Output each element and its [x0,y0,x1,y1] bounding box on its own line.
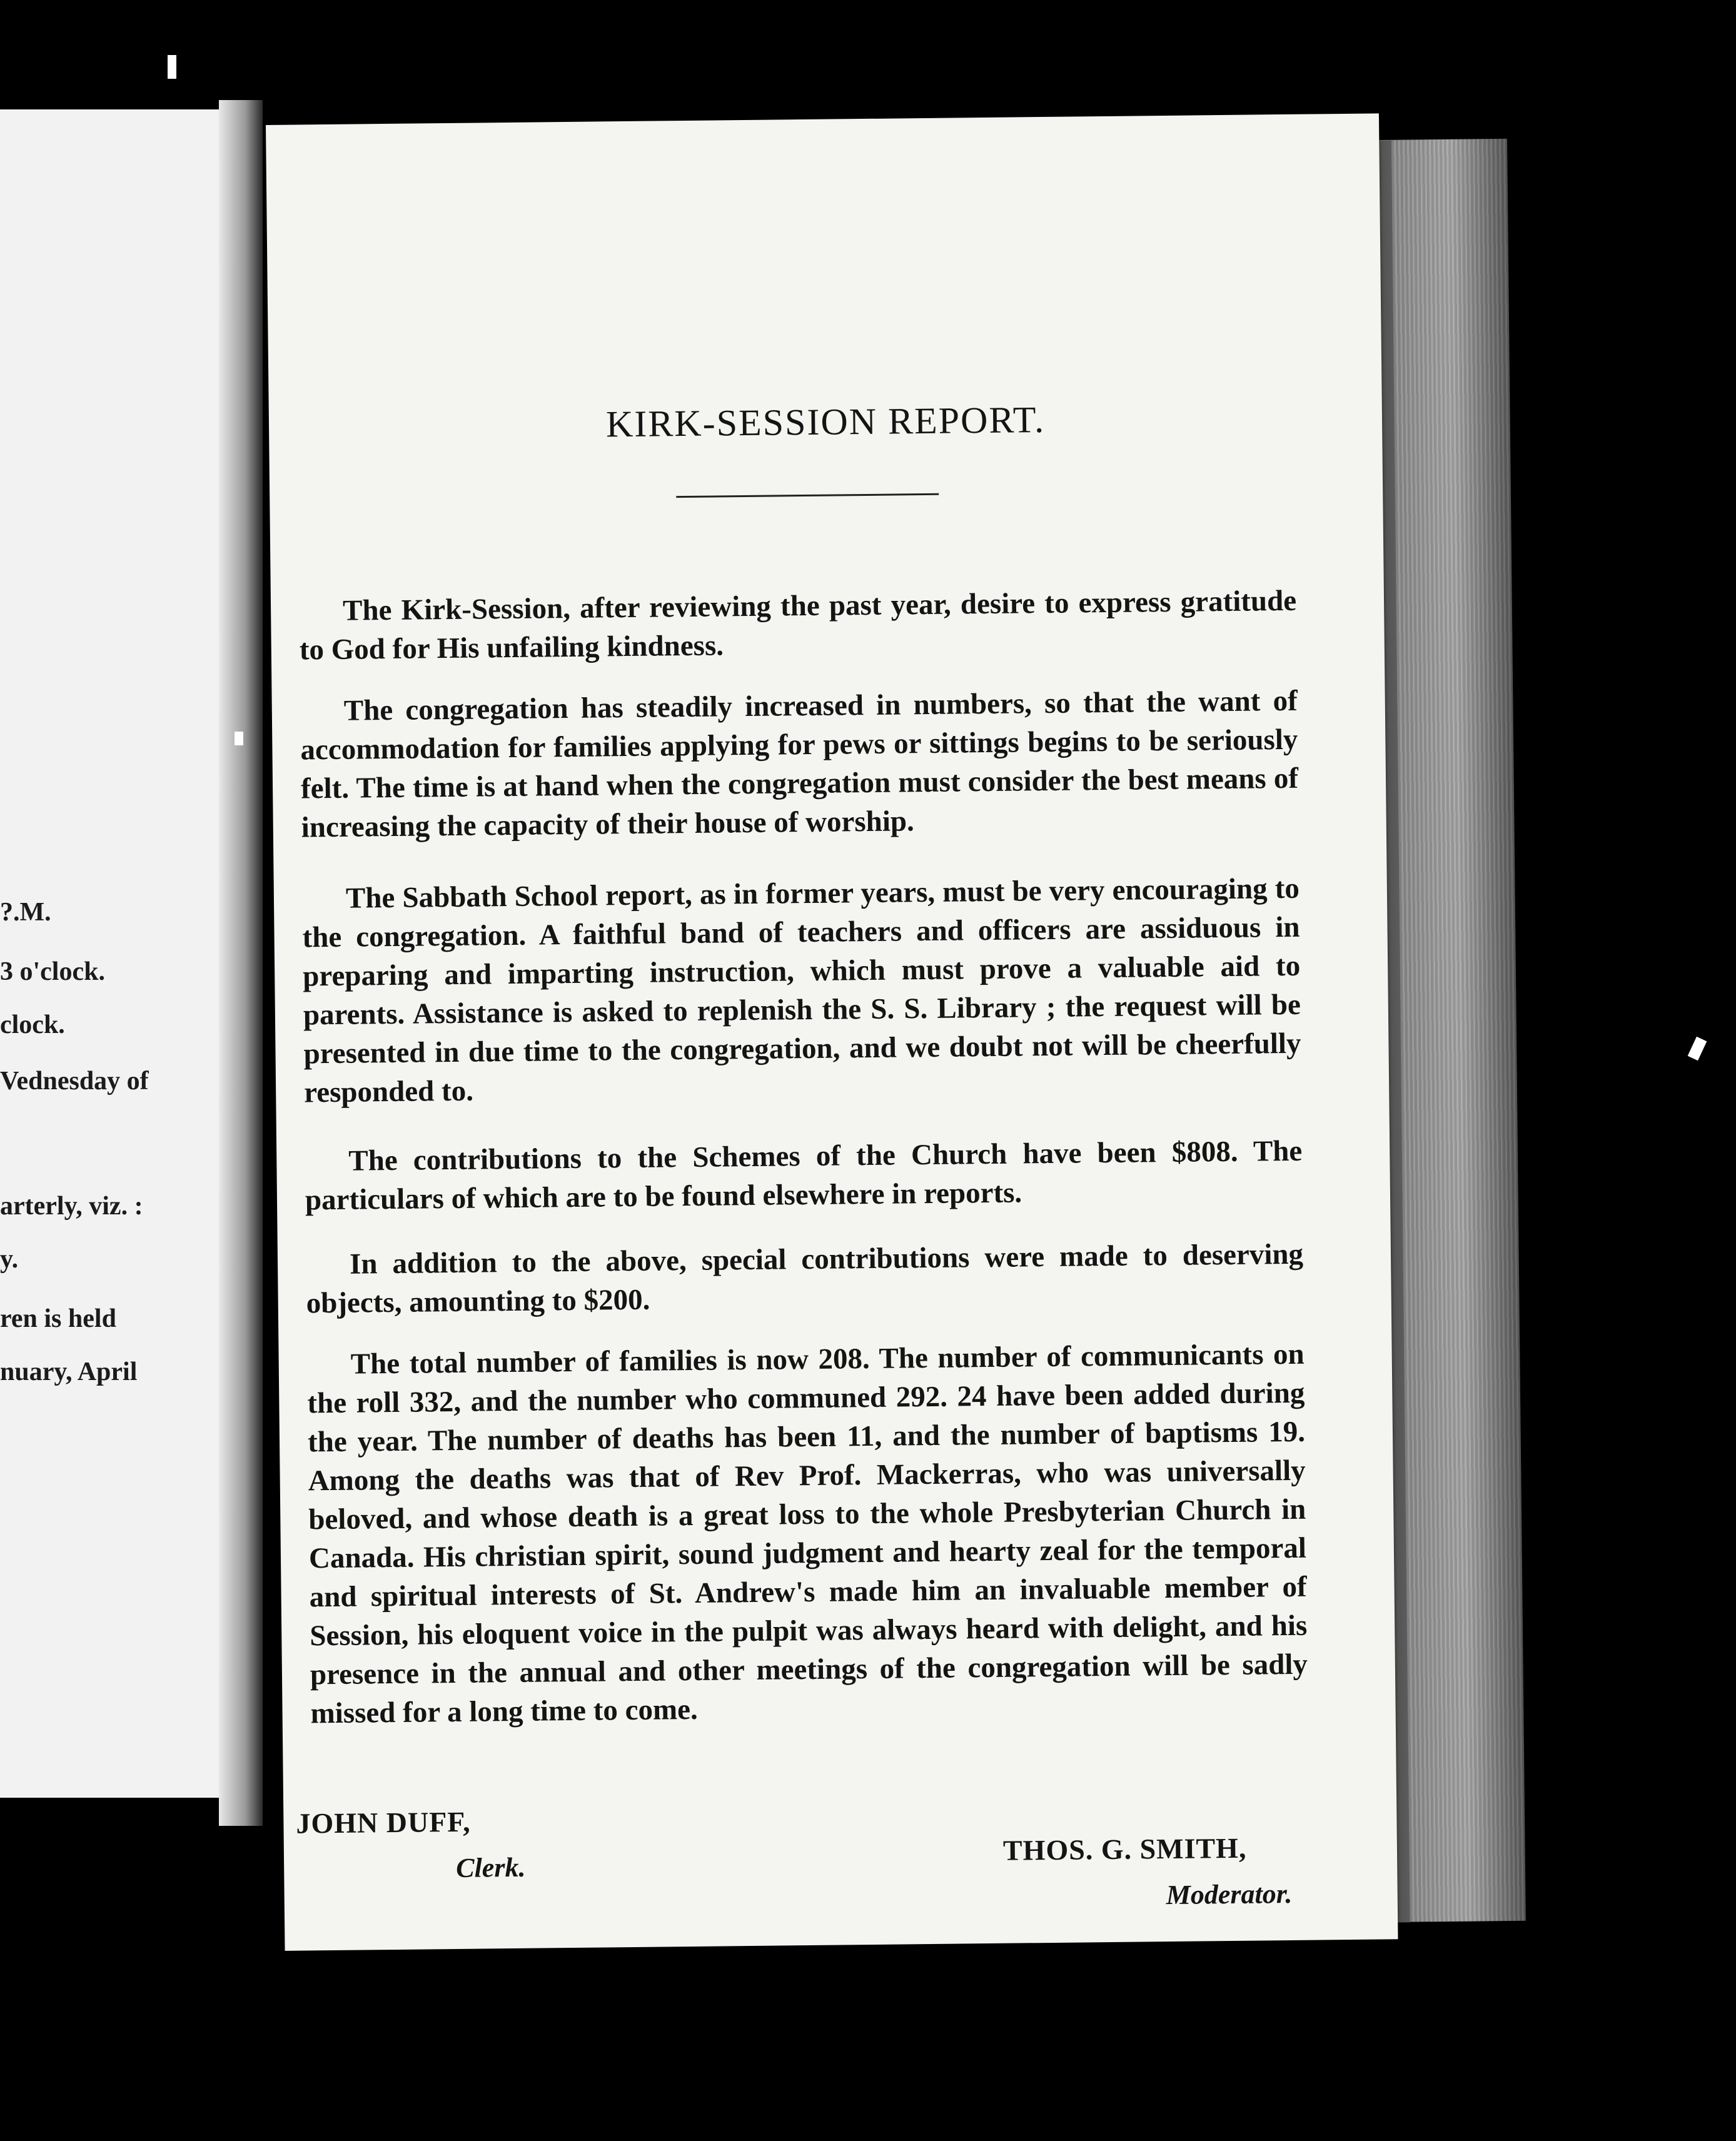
report-paragraph: In addition to the above, special contributions were made to deserving objects, amounting to $200. [306,1237,1304,1320]
moderator-name: THOS. G. SMITH, [1002,1831,1247,1866]
film-speck [235,732,243,745]
left-page-fragment [0,109,247,1798]
moderator-role: Moderator. [1166,1878,1293,1911]
report-paragraph: The Kirk-Session, after reviewing the past year, desire to express gratitude to God for His unfailing kindness. [299,584,1297,667]
left-page-line: y. [0,1245,19,1274]
report-page [266,113,1398,1950]
left-page-line: Vednesday of [0,1067,149,1096]
report-paragraph: The contributions to the Schemes of the Church have been $808. The particulars of which are to be found elsewhere in reports. [305,1134,1303,1217]
left-page-line: clock. [0,1010,65,1039]
film-speck [168,55,176,79]
left-page-line: nuary, April [0,1358,138,1386]
signature-block [278,114,1385,1951]
book-gutter [219,100,263,1826]
clerk-role: Clerk. [455,1851,526,1883]
report-paragraph: The total number of families is now 208. The number of communicants on the roll 332, and the number who communed 292. 24 have been added during the year. The number of deaths has been 11, and the number of baptisms 19. Among the deaths was that of Rev Prof. Mackerras, who was universally beloved, and whose death is a great loss to the whole Presbyterian Church in Canada. His christian spirit, sound judgment and hearty zeal for the temporal and spiritual interests of St. Andrew's made him an invaluable member of Session, his eloquent voice in the pulpit was always heard with delight, and his presence in the annual and other meetings of the congregation will be sadly missed for a long time to come. [307,1337,1308,1730]
report-paragraph: The Sabbath School report, as in former years, must be very encouraging to the congregation. A faithful band of teachers and officers are assiduous in preparing and imparting instruction, which must prove a valuable aid to parents. Assistance is asked to replenish the S. S. Library ; the request will be presented in due time to the congregation, and we doubt not will be cheerfully responded to. [302,872,1301,1109]
left-page-line: arterly, viz. : [0,1192,143,1221]
report-paragraph: The congregation has steadily increased in numbers, so that the want of accommodation for families applying for pews or sittings begins to be seriously felt. The time is at hand when the congregation must consider the best means of increasing the capacity of their house of worship. [300,684,1299,844]
left-page-line: ?.M. [0,898,51,927]
page-title: KIRK-SESSION REPORT. [605,399,1046,445]
left-page-line: ren is held [0,1304,116,1333]
film-speck [1688,1037,1707,1060]
clerk-name: JOHN DUFF, [296,1805,471,1840]
report-content [266,113,1398,1950]
left-page-line: 3 o'clock. [0,957,105,986]
